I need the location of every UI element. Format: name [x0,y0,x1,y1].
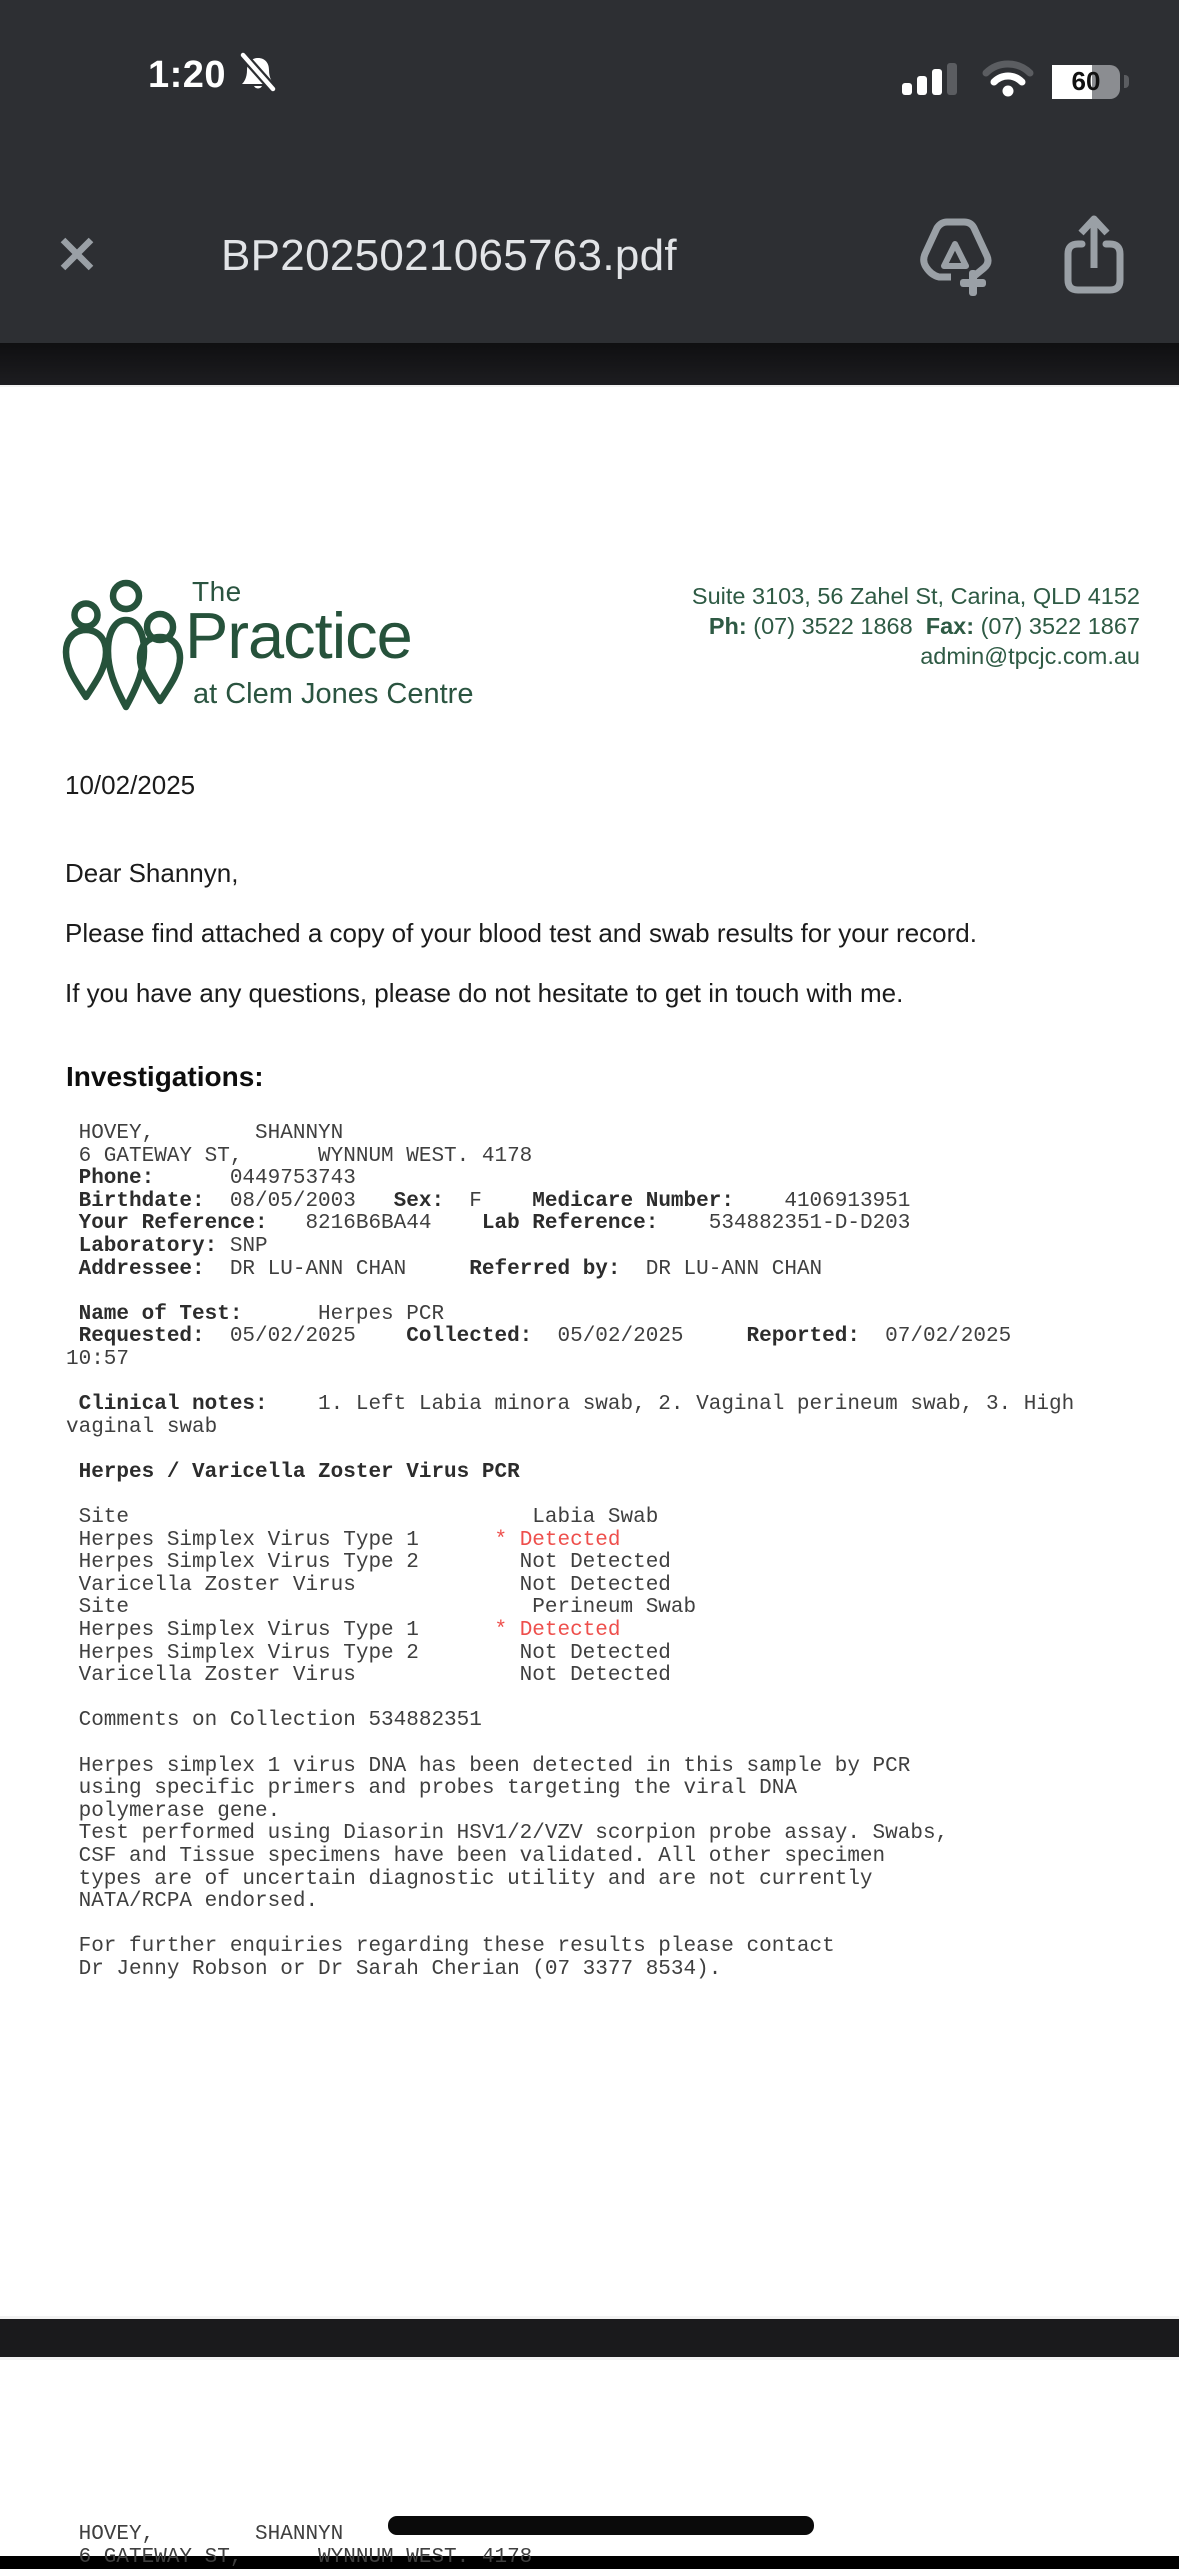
report-line: Birthdate: 08/05/2003 Sex: F Medicare Number: 4106913951 [66,1189,911,1213]
logo-subtitle: at Clem Jones Centre [193,678,474,710]
letter-paragraph: Please find attached a copy of your blood test and swab results for your record. [65,918,977,948]
report-line: Herpes Simplex Virus Type 2 Not Detected [66,1551,671,1575]
report-line: Test performed using Diasorin HSV1/2/VZV scorpion probe assay. Swabs, [66,1822,949,1846]
pdf-page-2 [0,2360,1179,2569]
investigations-heading: Investigations: [66,1061,264,1092]
report-line [66,1733,1179,1756]
report-line: 10:57 [66,1347,130,1371]
logo-word-practice: Practice [185,599,412,672]
report-line: Requested: 05/02/2025 Collected: 05/02/2025 Reported: 07/02/2025 [66,1325,1012,1349]
report-line: using specific primers and probes targeting the viral DNA [66,1777,797,1801]
practice-logo-icon [62,575,190,718]
letter-paragraph: If you have any questions, please do not hesitate to get in touch with me. [65,978,904,1008]
report-line: Your Reference: 8216B6BA44 Lab Reference: 534882351-D-D203 [66,1212,911,1236]
fax-number: (07) 3522 1867 [974,613,1140,639]
status-bar-left [148,52,278,99]
notifications-muted-icon [238,52,278,99]
phone-number: (07) 3522 1868 [746,613,926,639]
share-icon [1058,286,1130,301]
report-line: Dr Jenny Robson or Dr Sarah Cherian (07 3377 8534). [66,1957,722,1981]
report-line: Varicella Zoster Virus Not Detected [66,1573,671,1597]
share-button[interactable] [1058,212,1130,298]
report-line: Site Perineum Swab [66,1596,697,1620]
report-line: Herpes Simplex Virus Type 2 Not Detected [66,1641,671,1665]
report-line: HOVEY, SHANNYN [66,2523,344,2546]
fax-label: Fax: [925,613,975,639]
document-title: BP2025021065763.pdf [221,231,677,280]
status-bar-right [900,60,1129,103]
wifi-icon [982,60,1034,103]
clinic-phone-fax [692,611,1140,641]
report-line: vaginal swab [66,1415,218,1439]
viewer-background-band [0,343,1179,385]
close-button[interactable] [46,224,108,286]
report-line [66,1281,1179,1304]
report-line: types are of uncertain diagnostic utility and are not currently [66,1867,873,1891]
battery-percent-label: 60 [1071,66,1101,96]
report-line: Phone: 0449753743 [66,1167,356,1191]
report-line: Comments on Collection 534882351 [66,1709,482,1733]
report-line: Herpes Simplex Virus Type 1 * Detected [66,1619,621,1643]
report-line [66,1439,1179,1462]
report-line: 6 GATEWAY ST, WYNNUM WEST. 4178 [66,2545,533,2569]
add-to-drive-button[interactable] [917,214,993,298]
report-line: 6 GATEWAY ST, WYNNUM WEST. 4178 [66,1144,533,1168]
report-line: For further enquiries regarding these results please contact [66,1935,835,1959]
report-line: polymerase gene. [66,1799,281,1823]
add-to-drive-icon [917,286,993,301]
redaction-bar [388,2516,814,2535]
report-line: Laboratory: SNP [66,1234,268,1258]
report-line: Addressee: DR LU-ANN CHAN Referred by: DR LU-ANN CHAN [66,1257,823,1281]
report-line [66,1372,1179,1395]
report-line: Herpes / Varicella Zoster Virus PCR [66,1460,520,1484]
letter-date: 10/02/2025 [65,770,196,800]
report-line: HOVEY, SHANNYN [66,1122,344,1145]
clock: 1:20 [148,54,227,96]
report-line [66,1914,1179,1937]
battery-indicator [1052,65,1120,99]
clinic-address: Suite 3103, 56 Zahel St, Carina, QLD 4152 [691,583,1140,609]
letter-salutation: Dear Shannyn, [65,858,239,888]
report-line: Name of Test: Herpes PCR [66,1302,445,1326]
phone-label: Ph: [708,613,747,639]
pathology-report [66,1123,1179,1982]
logo-word-the: The [192,576,242,607]
cellular-signal-icon [900,61,964,102]
report-line: NATA/RCPA endorsed. [66,1890,319,1914]
report-line: Varicella Zoster Virus Not Detected [66,1664,671,1688]
report-line [66,1485,1179,1508]
pdf-page-1 [0,385,1179,2316]
report-line: Herpes simplex 1 virus DNA has been detected in this sample by PCR [66,1754,911,1778]
pdf-viewer-chrome [0,0,1179,343]
close-icon [52,267,102,282]
clinic-contact-block [692,581,1140,671]
report-line: Clinical notes: 1. Left Labia minora swab, 2. Vaginal perineum swab, 3. High [66,1393,1075,1417]
report-line: Herpes Simplex Virus Type 1 * Detected [66,1528,621,1552]
report-line: CSF and Tissue specimens have been validated. All other specimen [66,1845,886,1868]
clinic-email: admin@tpcjc.com.au [920,643,1140,669]
report-line [66,1688,1179,1711]
page-separator [0,2316,1179,2360]
battery-nub [1124,75,1129,88]
report-line: Site Labia Swab [66,1506,659,1530]
